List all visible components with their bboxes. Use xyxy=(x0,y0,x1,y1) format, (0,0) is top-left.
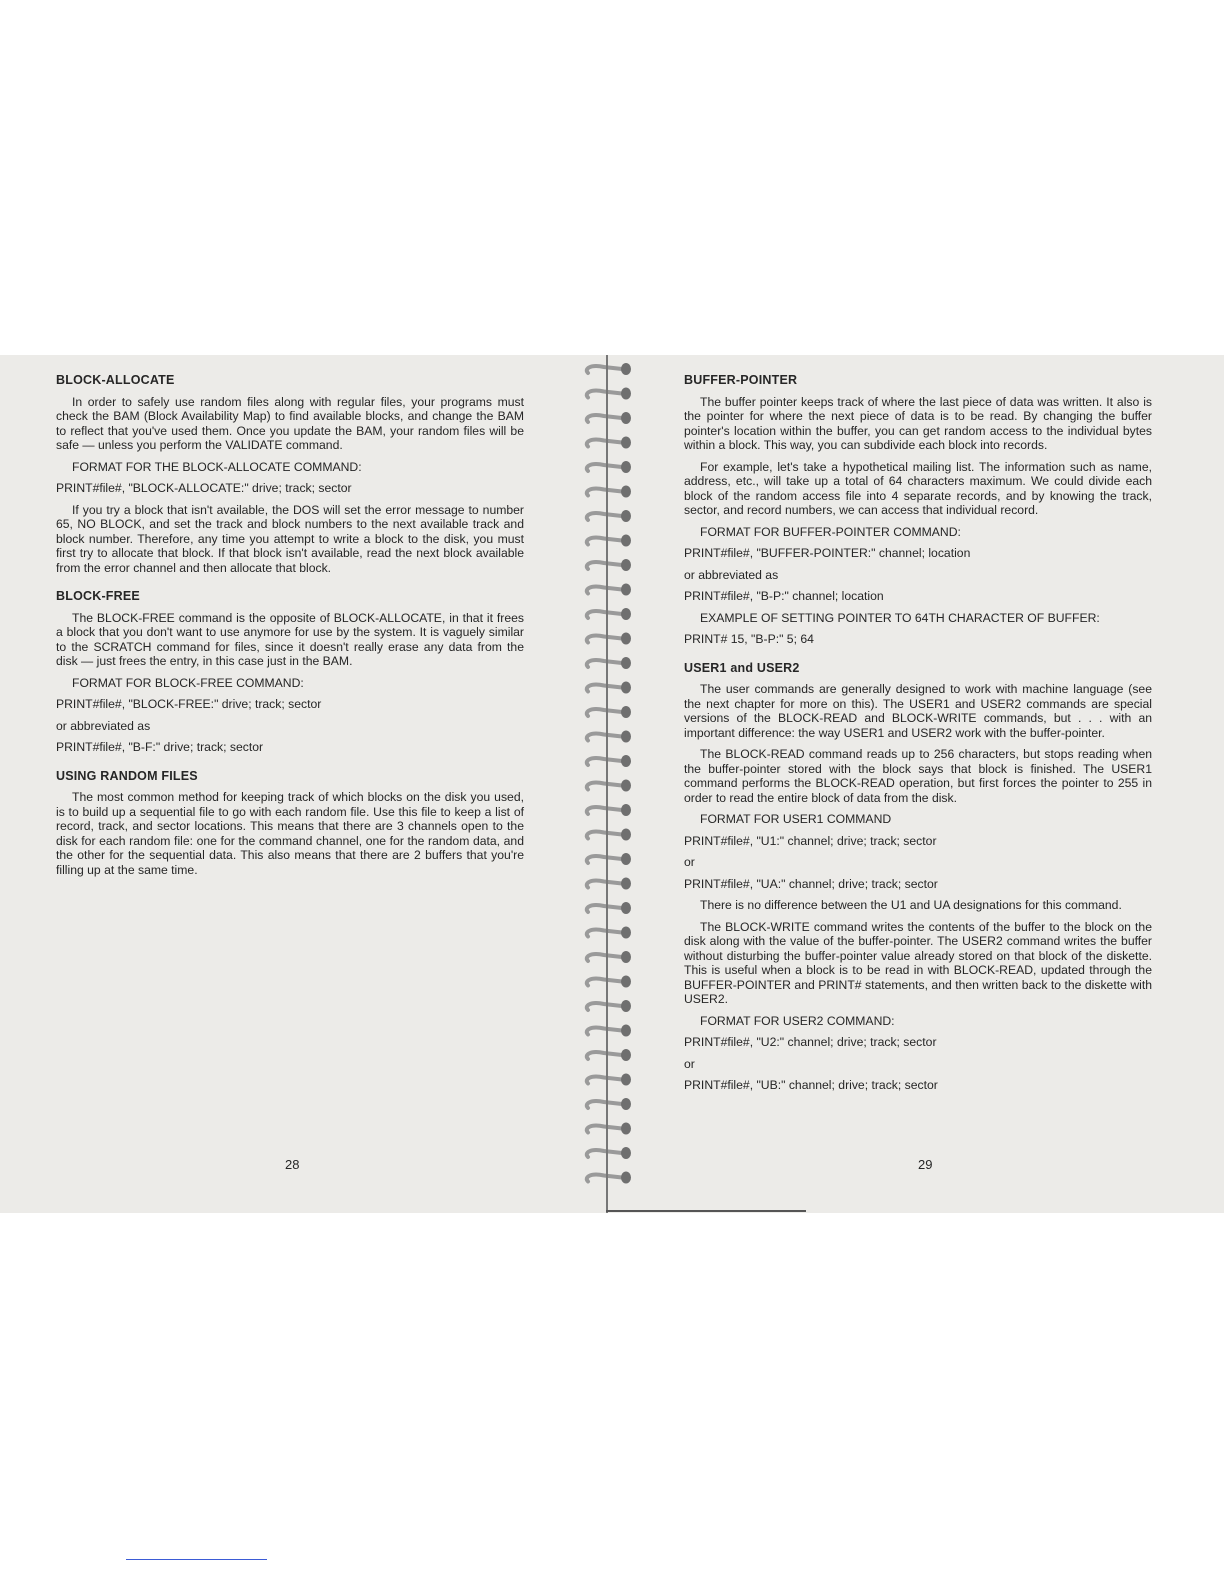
binding-coil xyxy=(587,878,631,890)
binding-coil xyxy=(587,927,631,939)
page-number-right: 29 xyxy=(918,1157,933,1172)
paragraph: The user commands are generally designed to work with machine language (see the next chapter for more on this). The USER1 and USER2 commands are special versions of the BLOCK-READ and BLOCK-WRITE commands, but . . . with an important difference: the way USER1 and USER2 work with the buffer-pointer. xyxy=(684,682,1152,740)
binding-coil xyxy=(587,755,631,767)
format-line: FORMAT FOR THE BLOCK-ALLOCATE COMMAND: xyxy=(72,459,362,474)
heading-block-free: BLOCK-FREE xyxy=(56,589,140,603)
binding-coil xyxy=(587,363,631,375)
right-page xyxy=(684,373,1152,1100)
binding-coil xyxy=(587,510,631,522)
left-page xyxy=(56,373,524,884)
binding-coil xyxy=(587,584,631,596)
paragraph: The BLOCK-FREE command is the opposite of BLOCK-ALLOCATE, in that it frees a block that you don't want to use anymore for use by the system. It is vaguely similar to the SCRATCH command for files, since it doesn't really erase any data from the disk — just frees the entry, in this case just in the BAM. xyxy=(56,610,524,668)
binding-coil xyxy=(587,1074,631,1086)
binding-coil xyxy=(587,657,631,669)
binding-coil xyxy=(587,951,631,963)
gutter-line xyxy=(606,355,608,1213)
binding-coil xyxy=(587,1049,631,1061)
command-syntax: PRINT#file#, "UB:" channel; drive; track; sector xyxy=(684,1078,938,1092)
or-abbreviated: or abbreviated as xyxy=(56,718,151,733)
binding-coil xyxy=(587,1172,631,1184)
format-line: FORMAT FOR BUFFER-POINTER COMMAND: xyxy=(700,524,961,539)
binding-coil xyxy=(587,608,631,620)
binding-coil xyxy=(587,437,631,449)
command-syntax: PRINT#file#, "B-P:" channel; location xyxy=(684,589,884,603)
command-example: PRINT# 15, "B-P:" 5; 64 xyxy=(684,632,814,646)
paragraph: The BLOCK-READ command reads up to 256 characters, but stops reading when the buffer-pointer stored with the block says that block is finished. The USER1 command performs the BLOCK-READ operation, but first forces the pointer to 255 in order to read the entire block of data from the disk. xyxy=(684,747,1152,805)
or-separator: or xyxy=(684,1056,695,1071)
book-spread xyxy=(0,355,1224,1213)
command-syntax: PRINT#file#, "U1:" channel; drive; track; sector xyxy=(684,833,937,848)
binding-coil xyxy=(587,902,631,914)
command-syntax: PRINT#file#, "U2:" channel; drive; track; sector xyxy=(684,1035,937,1049)
paragraph: If you try a block that isn't available, the DOS will set the error message to number 65, NO BLOCK, and set the track and block numbers to the next available track and block number. Therefore, any time you attempt to write a block to the disk, you must first try to allocate that block. If that block isn't available, read the next block available from the error channel and then allocate that block. xyxy=(56,502,524,575)
format-line: FORMAT FOR USER1 COMMAND xyxy=(700,812,892,826)
or-separator: or xyxy=(684,855,695,869)
command-syntax: PRINT#file#, "BUFFER-POINTER:" channel; location xyxy=(684,546,971,560)
format-line: FORMAT FOR BLOCK-FREE COMMAND: xyxy=(72,675,304,690)
binding-coil xyxy=(587,559,631,571)
command-syntax: PRINT#file#, "B-F:" drive; track; sector xyxy=(56,740,264,754)
paragraph: In order to safely use random files along with regular files, your programs must check the BAM (Block Availability Map) to find available blocks, and change the BAM to reflect that you've used them. Once you update the BAM, your random files will be safe — unless you perform the VALIDATE command. xyxy=(56,394,524,452)
binding-coil xyxy=(587,1123,631,1135)
page-edge-line xyxy=(606,1210,806,1212)
binding-coil xyxy=(587,780,631,792)
binding-coil xyxy=(587,486,631,498)
format-line: FORMAT FOR USER2 COMMAND: xyxy=(700,1013,895,1028)
binding-coil xyxy=(587,633,631,645)
command-syntax: PRINT#file#, "BLOCK-FREE:" drive; track; sector xyxy=(56,697,322,711)
binding-coil xyxy=(587,535,631,547)
binding-coil xyxy=(587,1025,631,1037)
binding-coil xyxy=(587,1000,631,1012)
link-underline xyxy=(126,1559,267,1560)
heading-buffer-pointer: BUFFER-POINTER xyxy=(684,373,798,387)
binding-coil xyxy=(587,804,631,816)
paragraph: The BLOCK-WRITE command writes the contents of the buffer to the block on the disk along with the value of the buffer-pointer. The USER2 command writes the buffer without disturbing the buffer-pointer value already stored on that block of the diskette. This is useful when a block is to be read in with BLOCK-READ, updated through the BUFFER-POINTER and PRINT# statements, and then written back to the diskette with USER2. xyxy=(684,919,1152,1006)
binding-coil xyxy=(587,731,631,743)
paragraph: The buffer pointer keeps track of where the last piece of data was written. It also is the pointer for where the next piece of data is to be read. By changing the buffer pointer's location within the buffer, you can get random access to the individual bytes within a block. This way, you can subdivide each block into records. xyxy=(684,394,1152,452)
binding-coil xyxy=(587,706,631,718)
paragraph: There is no difference between the U1 and UA designations for this command. xyxy=(700,898,1122,912)
or-abbreviated: or abbreviated as xyxy=(684,567,779,582)
binding-coil xyxy=(587,976,631,988)
binding-coil xyxy=(587,412,631,424)
binding-coil xyxy=(587,1098,631,1110)
paragraph: The most common method for keeping track of which blocks on the disk you used, is to build up a sequential file to go with each random file. Use this file to keep a list of record, track, and sector locations. This means that there are 3 channels open to the disk for each random file: one for the command channel, one for the random data, and the other for the sequential data. This also means that there are 2 buffers that you're filling up at the same time. xyxy=(56,790,524,877)
paragraph: For example, let's take a hypothetical mailing list. The information such as name, address, etc., will take up a total of 64 characters maximum. We could divide each block of the random access file into 4 separate records, and by knowing the track, sector, and record numbers, we can access that individual record. xyxy=(684,459,1152,517)
binding-coil xyxy=(587,682,631,694)
binding-coil xyxy=(587,388,631,400)
command-syntax: PRINT#file#, "BLOCK-ALLOCATE:" drive; track; sector xyxy=(56,481,352,495)
heading-block-allocate: BLOCK-ALLOCATE xyxy=(56,373,175,387)
spiral-binding xyxy=(582,355,642,1213)
binding-coil xyxy=(587,1147,631,1159)
page-number-left: 28 xyxy=(285,1157,300,1172)
heading-user1-user2: USER1 and USER2 xyxy=(684,660,800,675)
binding-coil xyxy=(587,461,631,473)
command-syntax: PRINT#file#, "UA:" channel; drive; track; sector xyxy=(684,876,938,891)
binding-coil xyxy=(587,829,631,841)
binding-coil xyxy=(587,853,631,865)
example-line: EXAMPLE OF SETTING POINTER TO 64TH CHARACTER OF BUFFER: xyxy=(700,610,1100,625)
heading-using-random-files: USING RANDOM FILES xyxy=(56,768,198,783)
